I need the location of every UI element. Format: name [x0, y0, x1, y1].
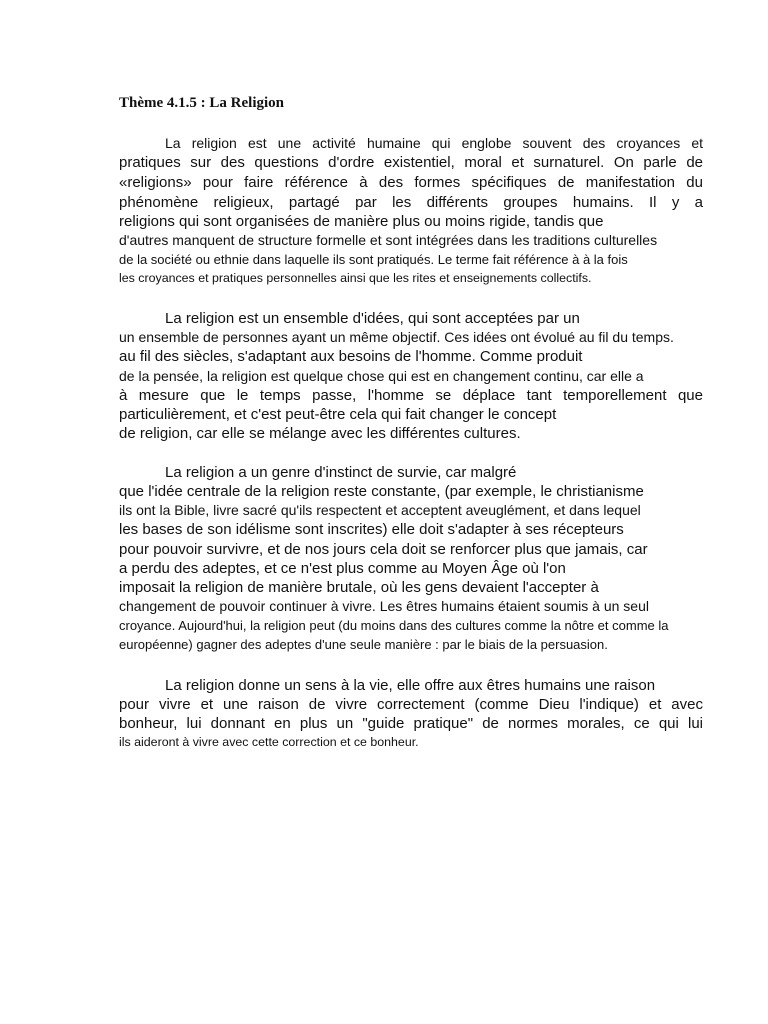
paragraph-line: «religions» pour faire référence à des formes spécifiques de manifestation du — [119, 174, 703, 191]
paragraph-line: au fil des siècles, s'adaptant aux besoins de l'homme. Comme produit — [119, 348, 583, 365]
paragraph-line: de la pensée, la religion est quelque chose qui est en changement continu, car elle a — [119, 368, 644, 384]
paragraph-line: d'autres manquent de structure formelle et sont intégrées dans les traditions culturelles — [119, 232, 658, 248]
paragraph-line: européenne) gagner des adeptes d'une seule manière : par le biais de la persuasion. — [119, 637, 608, 652]
paragraph-1 — [119, 134, 703, 288]
paragraph-2 — [119, 309, 703, 443]
paragraph-line: croyance. Aujourd'hui, la religion peut (du moins dans des cultures comme la nôtre et comme la — [119, 618, 669, 633]
paragraph-4 — [119, 676, 703, 752]
paragraph-line: un ensemble de personnes ayant un même objectif. Ces idées ont évolué au fil du temps. — [119, 329, 674, 345]
paragraph-line: à mesure que le temps passe, l'homme se déplace tant temporellement que — [119, 387, 703, 404]
paragraph-line: particulièrement, et c'est peut-être cela qui fait changer le concept — [119, 406, 557, 423]
paragraph-line: pour vivre et une raison de vivre correctement (comme Dieu l'indique) et avec — [119, 696, 703, 713]
paragraph-line: que l'idée centrale de la religion reste constante, (par exemple, le christianisme — [119, 483, 644, 500]
paragraph-line: bonheur, lui donnant en plus un "guide pratique" de normes morales, ce qui lui — [119, 715, 703, 732]
paragraph-line: pratiques sur des questions d'ordre existentiel, moral et surnaturel. On parle de — [119, 154, 703, 171]
paragraph-line: imposait la religion de manière brutale, où les gens devaient l'accepter à — [119, 579, 599, 596]
paragraph-line: La religion est une activité humaine qui englobe souvent des croyances et — [165, 135, 703, 151]
paragraph-line: de religion, car elle se mélange avec les différentes cultures. — [119, 425, 521, 442]
paragraph-line: ils ont la Bible, livre sacré qu'ils respectent et acceptent aveuglément, et dans lequel — [119, 502, 641, 518]
paragraph-line: religions qui sont organisées de manière plus ou moins rigide, tandis que — [119, 213, 604, 230]
paragraph-line: pour pouvoir survivre, et de nos jours cela doit se renforcer plus que jamais, car — [119, 541, 648, 558]
paragraph-line: de la société ou ethnie dans laquelle ils sont pratiqués. Le terme fait référence à à la fois — [119, 252, 628, 267]
paragraph-line: changement de pouvoir continuer à vivre. Les êtres humains étaient soumis à un seul — [119, 598, 649, 614]
paragraph-line: ils aideront à vivre avec cette correction et ce bonheur. — [119, 735, 419, 749]
paragraph-line: La religion donne un sens à la vie, elle offre aux êtres humains une raison — [165, 677, 656, 694]
paragraph-line: La religion est un ensemble d'idées, qui sont acceptées par un — [165, 310, 580, 327]
paragraph-line: les bases de son idélisme sont inscrites) elle doit s'adapter à ses récepteurs — [119, 521, 624, 538]
paragraph-3 — [119, 463, 703, 654]
paragraph-line: phénomène religieux, partagé par les différents groupes humains. Il y a — [119, 194, 703, 211]
paragraph-line: a perdu des adeptes, et ce n'est plus comme au Moyen Âge où l'on — [119, 560, 566, 577]
paragraph-line: La religion a un genre d'instinct de survie, car malgré — [165, 464, 517, 481]
paragraph-line: les croyances et pratiques personnelles ainsi que les rites et enseignements collectifs. — [119, 271, 592, 285]
document-title: Thème 4.1.5 : La Religion — [119, 95, 284, 111]
